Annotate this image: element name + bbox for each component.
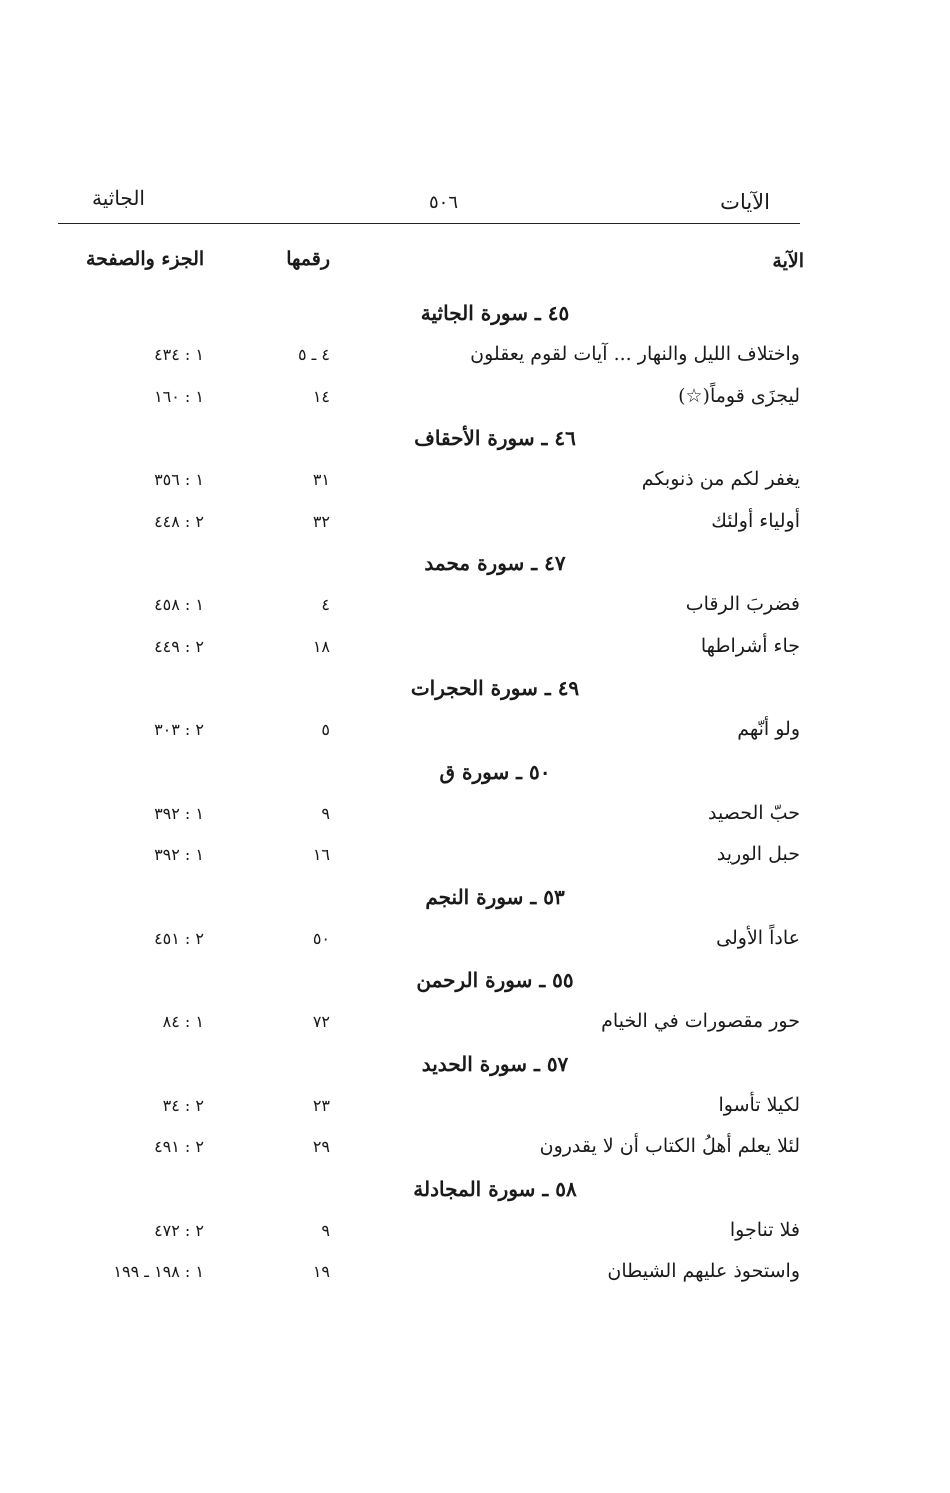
verse-number: ١٩ xyxy=(312,1262,330,1281)
volume-page-ref: ٢ : ٤٤٨ xyxy=(154,511,204,531)
index-row xyxy=(0,793,950,835)
index-row xyxy=(0,1085,950,1127)
surah-heading: ٤٥ ـ سورة الجاثية xyxy=(420,301,570,325)
column-headers xyxy=(0,244,950,280)
index-entries xyxy=(0,292,950,1293)
verse-text: واستحوذ عليهم الشيطان xyxy=(607,1260,800,1282)
surah-heading: ٥٠ ـ سورة ق xyxy=(439,759,551,784)
index-row xyxy=(0,1251,950,1293)
verse-number: ٤ xyxy=(321,595,330,614)
column-header-verse: الآية xyxy=(772,250,804,272)
verse-number: ٢٣ xyxy=(312,1095,330,1115)
index-row xyxy=(0,1126,950,1168)
verse-text: أولياء أولئك xyxy=(711,509,800,532)
verse-number: ٩ xyxy=(321,1220,330,1240)
index-row xyxy=(0,376,950,418)
volume-page-ref: ١ : ٣٥٦ xyxy=(154,470,204,489)
volume-page-ref: ١ : ١٦٠ xyxy=(154,386,204,406)
verse-number: ٣٢ xyxy=(312,511,330,531)
verse-number: ١٨ xyxy=(312,636,330,656)
verse-text: فلا تناجوا xyxy=(729,1218,800,1241)
surah-heading: ٥٣ ـ سورة النجم xyxy=(425,884,565,909)
index-row xyxy=(0,1001,950,1043)
verse-number: ١٤ xyxy=(312,386,330,406)
index-row xyxy=(0,1210,950,1252)
verse-number: ٥٠ xyxy=(312,928,330,948)
volume-page-ref: ١ : ٤٥٨ xyxy=(154,595,204,614)
page-number: ٥٠٦ xyxy=(428,192,458,213)
verse-text: ليجزَى قوماً(☆) xyxy=(678,384,800,407)
volume-page-ref: ٢ : ٤٥١ xyxy=(154,928,204,948)
index-row xyxy=(0,501,950,543)
verse-text: واختلاف الليل والنهار ... آيات لقوم يعقلون xyxy=(470,343,800,365)
running-header-section: الآيات xyxy=(720,190,770,214)
verse-number: ٤ ـ ٥ xyxy=(297,345,330,364)
verse-number: ١٦ xyxy=(312,845,330,864)
verse-text: جاء أشراطها xyxy=(700,634,800,657)
volume-page-ref: ١ : ٣٩٢ xyxy=(154,845,204,864)
volume-page-ref: ٢ : ٣٠٣ xyxy=(154,720,204,739)
running-header-surah: الجاثية xyxy=(92,186,145,210)
verse-number: ٥ xyxy=(321,720,330,739)
running-header xyxy=(58,186,798,220)
verse-number: ٧٢ xyxy=(312,1012,330,1031)
volume-page-ref: ٢ : ٣٤ xyxy=(162,1095,204,1115)
surah-heading: ٥٥ ـ سورة الرحمن xyxy=(416,968,574,992)
volume-page-ref: ١ : ٨٤ xyxy=(162,1012,204,1031)
index-row xyxy=(0,626,950,668)
verse-text: فضربَ الرقاب xyxy=(685,593,800,615)
verse-number: ٢٩ xyxy=(312,1137,330,1156)
volume-page-ref: ٢ : ٤٧٢ xyxy=(154,1220,204,1240)
index-row xyxy=(0,834,950,876)
index-row xyxy=(0,709,950,751)
verse-text: لئلا يعلم أهلُ الكتاب أن لا يقدرون xyxy=(539,1135,800,1157)
header-rule xyxy=(58,223,800,224)
verse-text: لكيلا تأسوا xyxy=(718,1093,800,1116)
verse-text: عاداً الأولى xyxy=(716,926,800,949)
index-row xyxy=(0,459,950,501)
volume-page-ref: ١ : ٤٣٤ xyxy=(154,345,204,364)
volume-page-ref: ١ : ١٩٨ ـ ١٩٩ xyxy=(113,1262,204,1281)
index-row xyxy=(0,584,950,626)
verse-text: حور مقصورات في الخيام xyxy=(601,1010,800,1032)
volume-page-ref: ١ : ٣٩٢ xyxy=(154,803,204,823)
verse-text: حبل الوريد xyxy=(716,843,800,865)
surah-heading: ٤٩ ـ سورة الحجرات xyxy=(410,676,580,700)
verse-number: ٣١ xyxy=(312,470,330,489)
index-row xyxy=(0,918,950,960)
surah-heading: ٥٨ ـ سورة المجادلة xyxy=(413,1176,577,1201)
volume-page-ref: ٢ : ٤٤٩ xyxy=(154,636,204,656)
surah-heading: ٤٧ ـ سورة محمد xyxy=(424,551,566,575)
surah-heading: ٤٦ ـ سورة الأحقاف xyxy=(414,426,576,450)
column-header-volume-page: الجزء والصفحة xyxy=(86,248,205,270)
verse-text: يغفر لكم من ذنوبكم xyxy=(641,468,800,490)
volume-page-ref: ٢ : ٤٩١ xyxy=(154,1137,204,1156)
verse-text: حبّ الحصيد xyxy=(708,801,800,824)
index-row xyxy=(0,334,950,376)
column-header-number: رقمها xyxy=(286,248,330,270)
verse-number: ٩ xyxy=(321,803,330,823)
verse-text: ولو أنّهم xyxy=(737,718,800,740)
surah-heading: ٥٧ ـ سورة الحديد xyxy=(421,1051,569,1076)
